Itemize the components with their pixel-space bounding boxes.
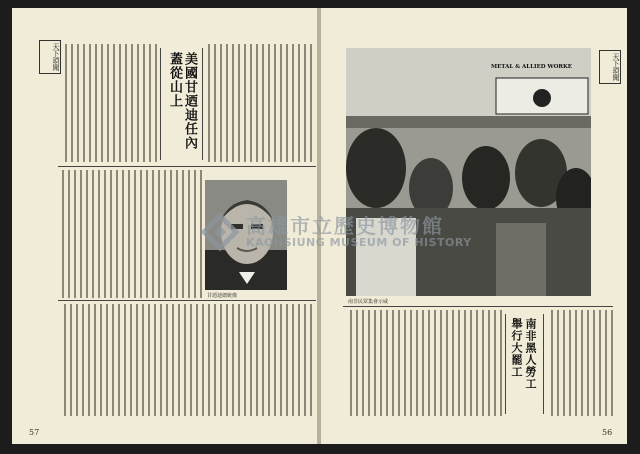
article-text-column [208, 44, 312, 162]
page-number: 57 [29, 428, 40, 437]
section-divider [58, 300, 316, 301]
article-text-column [62, 304, 312, 416]
section-tag: 天下瑣聞 [599, 50, 621, 84]
banner-text: METAL & ALLIED WORKE [491, 64, 572, 70]
article-text-column [62, 44, 157, 162]
watermark-chinese: 高雄市立歷史博物館 [246, 214, 444, 238]
article-headline: 美國甘迺迪任內 蓋從山上 [167, 52, 197, 150]
headline-rule [202, 48, 203, 160]
section-divider [58, 166, 316, 167]
portrait-caption: 甘迺迪總統像 [207, 293, 238, 299]
headline-rule [160, 48, 161, 160]
section-tag: 天下瑣聞 [39, 40, 61, 74]
photo-caption: 南非民眾集會示威 [348, 299, 389, 305]
page-number: 56 [602, 428, 613, 437]
headline-rule [543, 314, 544, 414]
article-text-column [62, 170, 202, 298]
portrait-photo [205, 180, 287, 290]
headline-rule [505, 314, 506, 414]
article-text-column [347, 310, 502, 416]
watermark-english: KAOHSIUNG MUSEUM OF HISTORY [246, 236, 472, 249]
article-headline: 南非黑人勞工 舉行大罷工 [510, 318, 537, 390]
crowd-photo [346, 48, 591, 296]
right-page [321, 8, 627, 444]
left-page [12, 8, 317, 444]
section-divider [343, 306, 613, 307]
article-text-column [547, 310, 613, 416]
